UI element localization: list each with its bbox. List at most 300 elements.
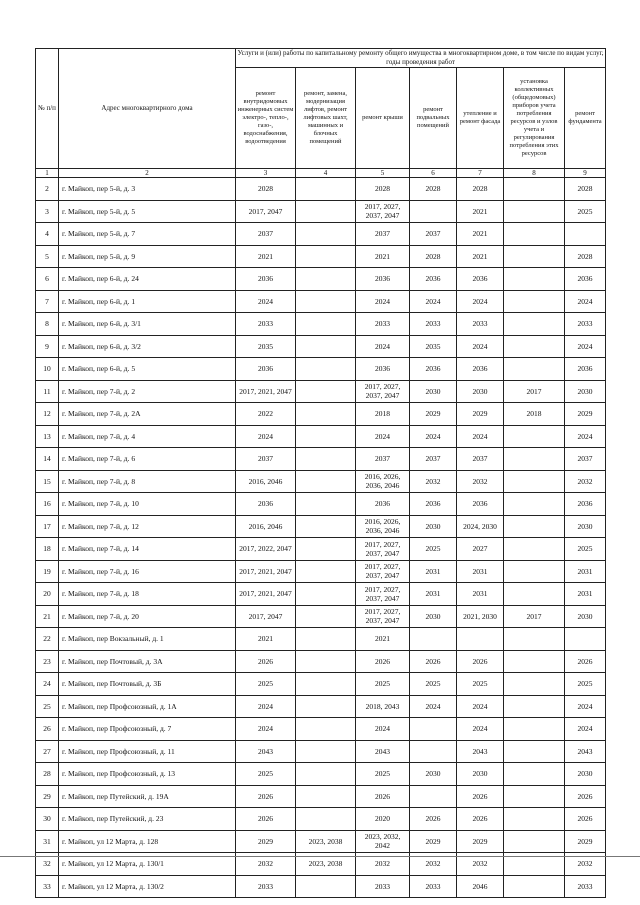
row-address: г. Майкоп, ул 12 Марта, д. 130/1	[59, 853, 236, 876]
row-cell-6	[410, 740, 457, 763]
row-number: 10	[36, 358, 59, 381]
table-row	[36, 875, 606, 898]
row-cell-6: 2024	[410, 425, 457, 448]
row-cell-8	[504, 628, 565, 651]
row-cell-5: 2018	[356, 403, 410, 426]
document-page	[35, 48, 605, 898]
table-row	[36, 223, 606, 246]
row-cell-9: 2024	[565, 290, 606, 313]
row-address: г. Майкоп, пер 5-й, д. 9	[59, 245, 236, 268]
row-address: г. Майкоп, пер Почтовый, д. 3Б	[59, 673, 236, 696]
row-cell-8	[504, 560, 565, 583]
row-cell-6: 2037	[410, 223, 457, 246]
row-cell-8: 2018	[504, 403, 565, 426]
row-cell-7: 2024, 2030	[457, 515, 504, 538]
table-row	[36, 628, 606, 651]
row-cell-9: 2030	[565, 380, 606, 403]
row-cell-8	[504, 583, 565, 606]
row-cell-7: 2024	[457, 718, 504, 741]
row-cell-7: 2027	[457, 538, 504, 561]
row-cell-4	[296, 673, 356, 696]
row-address: г. Майкоп, пер 7-й, д. 16	[59, 560, 236, 583]
row-address: г. Майкоп, пер 6-й, д. 5	[59, 358, 236, 381]
row-cell-9: 2029	[565, 830, 606, 853]
row-cell-7: 2021	[457, 223, 504, 246]
row-cell-6: 2026	[410, 808, 457, 831]
row-number: 24	[36, 673, 59, 696]
row-address: г. Майкоп, пер 7-й, д. 4	[59, 425, 236, 448]
row-number: 4	[36, 223, 59, 246]
row-cell-5: 2037	[356, 223, 410, 246]
row-number: 29	[36, 785, 59, 808]
row-cell-9: 2028	[565, 178, 606, 201]
row-cell-8	[504, 493, 565, 516]
row-cell-8	[504, 470, 565, 493]
row-cell-4	[296, 380, 356, 403]
row-address: г. Майкоп, пер 6-й, д. 3/1	[59, 313, 236, 336]
table-row	[36, 178, 606, 201]
row-cell-4	[296, 695, 356, 718]
row-cell-6	[410, 200, 457, 223]
row-cell-9: 2031	[565, 560, 606, 583]
row-cell-7	[457, 628, 504, 651]
row-number: 15	[36, 470, 59, 493]
row-cell-4	[296, 358, 356, 381]
row-cell-9: 2030	[565, 515, 606, 538]
row-cell-6: 2032	[410, 853, 457, 876]
table-row	[36, 830, 606, 853]
row-cell-5: 2037	[356, 448, 410, 471]
row-cell-3: 2017, 2022, 2047	[236, 538, 296, 561]
table-row	[36, 650, 606, 673]
row-cell-7: 2024	[457, 425, 504, 448]
row-cell-9: 2026	[565, 785, 606, 808]
row-cell-5: 2017, 2027, 2037, 2047	[356, 605, 410, 628]
row-cell-3: 2017, 2021, 2047	[236, 560, 296, 583]
row-cell-6: 2024	[410, 290, 457, 313]
row-cell-7: 2032	[457, 470, 504, 493]
row-cell-9: 2025	[565, 673, 606, 696]
capital-repair-table	[35, 48, 606, 898]
row-cell-8	[504, 200, 565, 223]
row-cell-3: 2022	[236, 403, 296, 426]
row-address: г. Майкоп, пер 7-й, д. 2	[59, 380, 236, 403]
row-cell-9: 2033	[565, 313, 606, 336]
row-cell-6	[410, 785, 457, 808]
row-cell-6: 2025	[410, 673, 457, 696]
row-cell-3: 2026	[236, 650, 296, 673]
header-col-7: утепление и ремонт фасада	[457, 68, 504, 169]
row-cell-4	[296, 628, 356, 651]
row-cell-8	[504, 290, 565, 313]
row-cell-5: 2032	[356, 853, 410, 876]
row-cell-3: 2032	[236, 853, 296, 876]
row-cell-7: 2031	[457, 583, 504, 606]
row-number: 19	[36, 560, 59, 583]
row-cell-4	[296, 200, 356, 223]
row-cell-7: 2032	[457, 853, 504, 876]
row-cell-8	[504, 223, 565, 246]
row-cell-7: 2036	[457, 358, 504, 381]
row-cell-8	[504, 830, 565, 853]
row-number: 14	[36, 448, 59, 471]
row-cell-7: 2031	[457, 560, 504, 583]
table-body	[36, 178, 606, 898]
row-number: 22	[36, 628, 59, 651]
row-address: г. Майкоп, пер 5-й, д. 7	[59, 223, 236, 246]
row-cell-9: 2036	[565, 358, 606, 381]
row-cell-4	[296, 335, 356, 358]
row-address: г. Майкоп, пер Профсоюзный, д. 13	[59, 763, 236, 786]
row-cell-4	[296, 290, 356, 313]
row-cell-5: 2023, 2032, 2042	[356, 830, 410, 853]
row-cell-6: 2025	[410, 538, 457, 561]
row-cell-6: 2030	[410, 380, 457, 403]
row-cell-3: 2037	[236, 448, 296, 471]
row-number: 5	[36, 245, 59, 268]
row-cell-9: 2024	[565, 425, 606, 448]
row-number: 18	[36, 538, 59, 561]
row-cell-9: 2033	[565, 875, 606, 898]
row-cell-7: 2026	[457, 650, 504, 673]
row-cell-3: 2016, 2046	[236, 470, 296, 493]
row-cell-7: 2036	[457, 268, 504, 291]
row-cell-4	[296, 313, 356, 336]
row-cell-3: 2017, 2047	[236, 200, 296, 223]
row-address: г. Майкоп, пер Путейский, д. 23	[59, 808, 236, 831]
row-cell-9: 2026	[565, 650, 606, 673]
table-row	[36, 718, 606, 741]
row-cell-3: 2033	[236, 875, 296, 898]
row-cell-4: 2023, 2038	[296, 853, 356, 876]
row-cell-6: 2028	[410, 245, 457, 268]
page-divider	[0, 856, 640, 857]
row-address: г. Майкоп, пер 7-й, д. 18	[59, 583, 236, 606]
row-cell-9: 2036	[565, 268, 606, 291]
header-col-4: ремонт, замена, модернизация лифтов, ремонт лифтовых шахт, машинных и блочных помещений	[296, 68, 356, 169]
row-cell-8	[504, 358, 565, 381]
row-cell-5: 2026	[356, 650, 410, 673]
row-number: 12	[36, 403, 59, 426]
row-cell-9	[565, 223, 606, 246]
row-cell-5: 2025	[356, 673, 410, 696]
row-cell-9: 2030	[565, 605, 606, 628]
row-cell-6: 2030	[410, 605, 457, 628]
row-cell-5: 2025	[356, 763, 410, 786]
row-number: 25	[36, 695, 59, 718]
row-cell-6: 2036	[410, 268, 457, 291]
row-cell-3: 2017, 2047	[236, 605, 296, 628]
column-index: 1	[36, 169, 59, 178]
row-cell-7: 2043	[457, 740, 504, 763]
row-cell-8	[504, 335, 565, 358]
row-address: г. Майкоп, пер 6-й, д. 24	[59, 268, 236, 291]
row-cell-5: 2017, 2027, 2037, 2047	[356, 200, 410, 223]
row-cell-5: 2018, 2043	[356, 695, 410, 718]
table-row	[36, 538, 606, 561]
row-cell-5: 2021	[356, 628, 410, 651]
row-cell-5: 2017, 2027, 2037, 2047	[356, 538, 410, 561]
row-cell-5: 2028	[356, 178, 410, 201]
row-cell-8	[504, 313, 565, 336]
row-cell-8	[504, 695, 565, 718]
row-cell-5: 2024	[356, 335, 410, 358]
row-cell-9: 2028	[565, 245, 606, 268]
row-cell-8	[504, 763, 565, 786]
header-number: № п/п	[36, 49, 59, 169]
row-cell-4	[296, 448, 356, 471]
row-cell-4	[296, 808, 356, 831]
row-cell-3: 2043	[236, 740, 296, 763]
table-row	[36, 268, 606, 291]
row-cell-5: 2036	[356, 358, 410, 381]
row-cell-9: 2032	[565, 470, 606, 493]
table-row	[36, 740, 606, 763]
header-address: Адрес многоквартирного дома	[59, 49, 236, 169]
row-cell-3: 2026	[236, 808, 296, 831]
header-col-9: ремонт фундамента	[565, 68, 606, 169]
row-cell-7: 2028	[457, 178, 504, 201]
row-cell-9: 2024	[565, 695, 606, 718]
row-cell-6: 2036	[410, 493, 457, 516]
row-cell-7: 2036	[457, 493, 504, 516]
row-cell-4	[296, 493, 356, 516]
row-cell-5: 2017, 2027, 2037, 2047	[356, 380, 410, 403]
row-cell-9: 2024	[565, 335, 606, 358]
row-cell-9: 2032	[565, 853, 606, 876]
row-cell-3: 2017, 2021, 2047	[236, 380, 296, 403]
row-cell-6: 2028	[410, 178, 457, 201]
column-index: 7	[457, 169, 504, 178]
row-cell-9: 2029	[565, 403, 606, 426]
table-row	[36, 673, 606, 696]
row-cell-7: 2029	[457, 403, 504, 426]
table-row	[36, 515, 606, 538]
row-number: 28	[36, 763, 59, 786]
row-cell-9: 2037	[565, 448, 606, 471]
table-row	[36, 605, 606, 628]
row-cell-7: 2046	[457, 875, 504, 898]
row-number: 16	[36, 493, 59, 516]
table-row	[36, 335, 606, 358]
row-cell-6: 2032	[410, 470, 457, 493]
row-address: г. Майкоп, пер 7-й, д. 6	[59, 448, 236, 471]
row-cell-5: 2021	[356, 245, 410, 268]
row-cell-4: 2023, 2038	[296, 830, 356, 853]
row-cell-6: 2029	[410, 403, 457, 426]
row-address: г. Майкоп, пер 7-й, д. 2А	[59, 403, 236, 426]
row-cell-3: 2036	[236, 358, 296, 381]
row-cell-4	[296, 785, 356, 808]
row-cell-3: 2029	[236, 830, 296, 853]
row-cell-4	[296, 268, 356, 291]
row-cell-3: 2025	[236, 763, 296, 786]
row-cell-7: 2030	[457, 763, 504, 786]
row-cell-5: 2036	[356, 268, 410, 291]
row-cell-9: 2043	[565, 740, 606, 763]
row-number: 13	[36, 425, 59, 448]
row-cell-8	[504, 425, 565, 448]
row-cell-3: 2026	[236, 785, 296, 808]
row-cell-3: 2021	[236, 628, 296, 651]
row-cell-5: 2043	[356, 740, 410, 763]
row-cell-5: 2024	[356, 718, 410, 741]
row-address: г. Майкоп, пер Профсоюзный, д. 1А	[59, 695, 236, 718]
row-cell-8	[504, 245, 565, 268]
row-cell-4	[296, 740, 356, 763]
row-cell-8	[504, 673, 565, 696]
row-cell-9: 2031	[565, 583, 606, 606]
row-cell-4	[296, 403, 356, 426]
row-cell-5: 2026	[356, 785, 410, 808]
row-cell-4	[296, 538, 356, 561]
row-cell-3: 2036	[236, 268, 296, 291]
header-col-3: ремонт внутридомовых инженерных систем электро-, тепло-, газо-, водоснабжения, водоотведения	[236, 68, 296, 169]
row-cell-4	[296, 718, 356, 741]
row-cell-7: 2025	[457, 673, 504, 696]
row-cell-5: 2024	[356, 290, 410, 313]
row-number: 21	[36, 605, 59, 628]
table-row	[36, 245, 606, 268]
row-cell-7: 2021	[457, 245, 504, 268]
row-cell-6: 2030	[410, 515, 457, 538]
row-cell-8	[504, 785, 565, 808]
header-services: Услуги и (или) работы по капитальному ремонту общего имущества в многоквартирном доме, в том числе по видам услуг, годы проведения работ	[236, 49, 606, 68]
row-address: г. Майкоп, пер 5-й, д. 5	[59, 200, 236, 223]
row-cell-8: 2017	[504, 380, 565, 403]
row-cell-5: 2017, 2027, 2037, 2047	[356, 560, 410, 583]
row-cell-4	[296, 515, 356, 538]
row-cell-4	[296, 470, 356, 493]
column-index: 2	[59, 169, 236, 178]
table-row	[36, 470, 606, 493]
table-row	[36, 380, 606, 403]
row-cell-8	[504, 875, 565, 898]
table-row	[36, 358, 606, 381]
row-number: 9	[36, 335, 59, 358]
row-number: 30	[36, 808, 59, 831]
row-cell-9	[565, 628, 606, 651]
table-row	[36, 695, 606, 718]
row-cell-6: 2024	[410, 695, 457, 718]
table-row	[36, 200, 606, 223]
table-row	[36, 583, 606, 606]
row-cell-8	[504, 178, 565, 201]
column-index: 5	[356, 169, 410, 178]
row-cell-9: 2025	[565, 538, 606, 561]
column-index: 3	[236, 169, 296, 178]
row-cell-3: 2016, 2046	[236, 515, 296, 538]
row-cell-5: 2017, 2027, 2037, 2047	[356, 583, 410, 606]
table-row	[36, 808, 606, 831]
row-cell-9: 2026	[565, 808, 606, 831]
row-cell-4	[296, 560, 356, 583]
row-address: г. Майкоп, пер 6-й, д. 3/2	[59, 335, 236, 358]
row-cell-8	[504, 718, 565, 741]
row-cell-7: 2024	[457, 290, 504, 313]
row-cell-3: 2017, 2021, 2047	[236, 583, 296, 606]
row-cell-8	[504, 650, 565, 673]
row-address: г. Майкоп, пер Профсоюзный, д. 11	[59, 740, 236, 763]
row-cell-7: 2026	[457, 785, 504, 808]
row-cell-5: 2033	[356, 875, 410, 898]
row-number: 23	[36, 650, 59, 673]
row-cell-4	[296, 223, 356, 246]
row-cell-5: 2033	[356, 313, 410, 336]
row-number: 11	[36, 380, 59, 403]
row-cell-5: 2016, 2026, 2036, 2046	[356, 470, 410, 493]
row-number: 27	[36, 740, 59, 763]
row-address: г. Майкоп, пер 7-й, д. 10	[59, 493, 236, 516]
row-cell-4	[296, 245, 356, 268]
row-cell-8	[504, 740, 565, 763]
row-address: г. Майкоп, ул 12 Марта, д. 130/2	[59, 875, 236, 898]
row-address: г. Майкоп, пер Почтовый, д. 3А	[59, 650, 236, 673]
table-row	[36, 448, 606, 471]
row-address: г. Майкоп, пер 7-й, д. 8	[59, 470, 236, 493]
row-cell-3: 2025	[236, 673, 296, 696]
row-cell-4	[296, 763, 356, 786]
row-cell-4	[296, 425, 356, 448]
table-row	[36, 290, 606, 313]
row-address: г. Майкоп, пер Вокзальный, д. 1	[59, 628, 236, 651]
row-cell-5: 2020	[356, 808, 410, 831]
row-address: г. Майкоп, пер 7-й, д. 20	[59, 605, 236, 628]
table-row	[36, 403, 606, 426]
row-cell-6: 2035	[410, 335, 457, 358]
row-cell-8	[504, 808, 565, 831]
row-cell-4	[296, 875, 356, 898]
row-cell-7: 2026	[457, 808, 504, 831]
row-address: г. Майкоп, пер 7-й, д. 14	[59, 538, 236, 561]
row-cell-7: 2021	[457, 200, 504, 223]
row-cell-6	[410, 628, 457, 651]
table-row	[36, 313, 606, 336]
row-cell-8: 2017	[504, 605, 565, 628]
row-number: 33	[36, 875, 59, 898]
row-cell-6: 2031	[410, 583, 457, 606]
row-cell-3: 2033	[236, 313, 296, 336]
row-cell-6: 2033	[410, 875, 457, 898]
row-cell-7: 2037	[457, 448, 504, 471]
row-cell-3: 2035	[236, 335, 296, 358]
row-cell-6: 2030	[410, 763, 457, 786]
row-cell-7: 2029	[457, 830, 504, 853]
column-index: 6	[410, 169, 457, 178]
row-cell-5: 2036	[356, 493, 410, 516]
row-cell-8	[504, 448, 565, 471]
row-cell-9: 2025	[565, 200, 606, 223]
row-cell-4	[296, 178, 356, 201]
row-number: 3	[36, 200, 59, 223]
row-address: г. Майкоп, пер 6-й, д. 1	[59, 290, 236, 313]
row-cell-7: 2030	[457, 380, 504, 403]
row-cell-3: 2024	[236, 290, 296, 313]
row-cell-8	[504, 515, 565, 538]
row-cell-4	[296, 605, 356, 628]
column-index: 9	[565, 169, 606, 178]
row-cell-6: 2026	[410, 650, 457, 673]
row-cell-8	[504, 538, 565, 561]
header-col-6: ремонт подвальных помещений	[410, 68, 457, 169]
row-cell-6: 2036	[410, 358, 457, 381]
table-row	[36, 425, 606, 448]
row-cell-7: 2024	[457, 695, 504, 718]
row-cell-7: 2021, 2030	[457, 605, 504, 628]
row-number: 8	[36, 313, 59, 336]
row-address: г. Майкоп, пер Профсоюзный, д. 7	[59, 718, 236, 741]
row-cell-3: 2021	[236, 245, 296, 268]
